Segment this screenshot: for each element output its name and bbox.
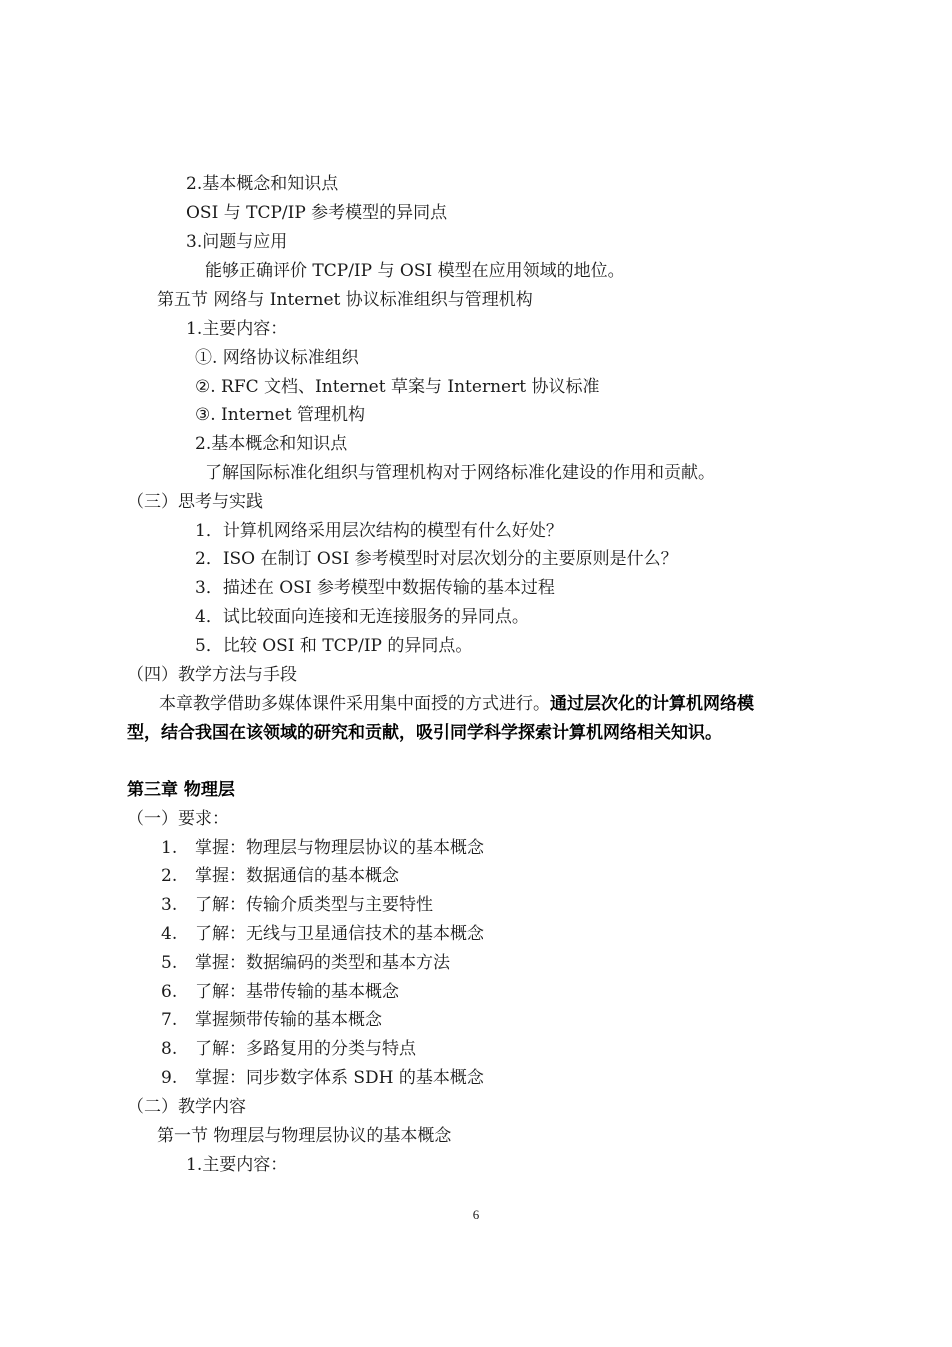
requirement-item: 8. 了解：多路复用的分类与特点: [161, 1039, 416, 1059]
section5-main-heading: 1.主要内容：: [186, 319, 288, 339]
requirement-item: 4. 了解：无线与卫星通信技术的基本概念: [161, 924, 484, 944]
requirement-item: 7. 掌握频带传输的基本概念: [161, 1010, 382, 1030]
section5-item: ①. 网络协议标准组织: [195, 348, 359, 368]
methods-heading: （四）教学方法与手段: [127, 665, 297, 685]
methods-paragraph-line2: 型，结合我国在该领域的研究和贡献，吸引同学科学探索计算机网络相关知识。: [127, 723, 722, 743]
methods-plain-text: 本章教学借助多媒体课件采用集中面授的方式进行。: [159, 694, 550, 714]
practice-question: 5．比较 OSI 和 TCP/IP 的异同点。: [195, 636, 473, 656]
chapter3-title: 第三章 物理层: [127, 780, 235, 800]
content-heading: （二）教学内容: [127, 1097, 246, 1117]
practice-question: 2．ISO 在制订 OSI 参考模型时对层次划分的主要原则是什么？: [195, 549, 678, 569]
requirement-item: 1. 掌握：物理层与物理层协议的基本概念: [161, 838, 484, 858]
section5-title: 第五节 网络与 Internet 协议标准组织与管理机构: [157, 290, 533, 310]
section5-concepts-text: 了解国际标准化组织与管理机构对于网络标准化建设的作用和贡献。: [205, 463, 715, 483]
methods-paragraph-line1: [159, 693, 754, 715]
section1-title: 第一节 物理层与物理层协议的基本概念: [157, 1126, 452, 1146]
section5-item: ②. RFC 文档、Internet 草案与 Internert 协议标准: [195, 377, 600, 397]
requirement-item: 9. 掌握：同步数字体系 SDH 的基本概念: [161, 1068, 484, 1088]
requirement-item: 2. 掌握：数据通信的基本概念: [161, 866, 399, 886]
apply-heading: 3.问题与应用: [186, 232, 288, 252]
concepts-heading: 2.基本概念和知识点: [186, 174, 339, 194]
practice-question: 3．描述在 OSI 参考模型中数据传输的基本过程: [195, 578, 555, 598]
section5-item: ③. Internet 管理机构: [195, 405, 365, 425]
requirement-item: 6. 了解：基带传输的基本概念: [161, 982, 399, 1002]
concepts-text: OSI 与 TCP/IP 参考模型的异同点: [186, 203, 448, 223]
section1-main-heading: 1.主要内容：: [186, 1155, 288, 1175]
practice-question: 4．试比较面向连接和无连接服务的异同点。: [195, 607, 529, 627]
methods-bold-text: 通过层次化的计算机网络模: [550, 694, 754, 714]
requirement-item: 5. 掌握：数据编码的类型和基本方法: [161, 953, 450, 973]
page-number: 6: [472, 1207, 480, 1222]
requirement-item: 3. 了解：传输介质类型与主要特性: [161, 895, 433, 915]
requirements-heading: （一）要求：: [127, 809, 229, 829]
practice-heading: （三）思考与实践: [127, 492, 263, 512]
practice-question: 1．计算机网络采用层次结构的模型有什么好处？: [195, 521, 563, 541]
apply-text: 能够正确评价 TCP/IP 与 OSI 模型在应用领域的地位。: [205, 261, 625, 281]
section5-concepts-heading: 2.基本概念和知识点: [195, 434, 348, 454]
